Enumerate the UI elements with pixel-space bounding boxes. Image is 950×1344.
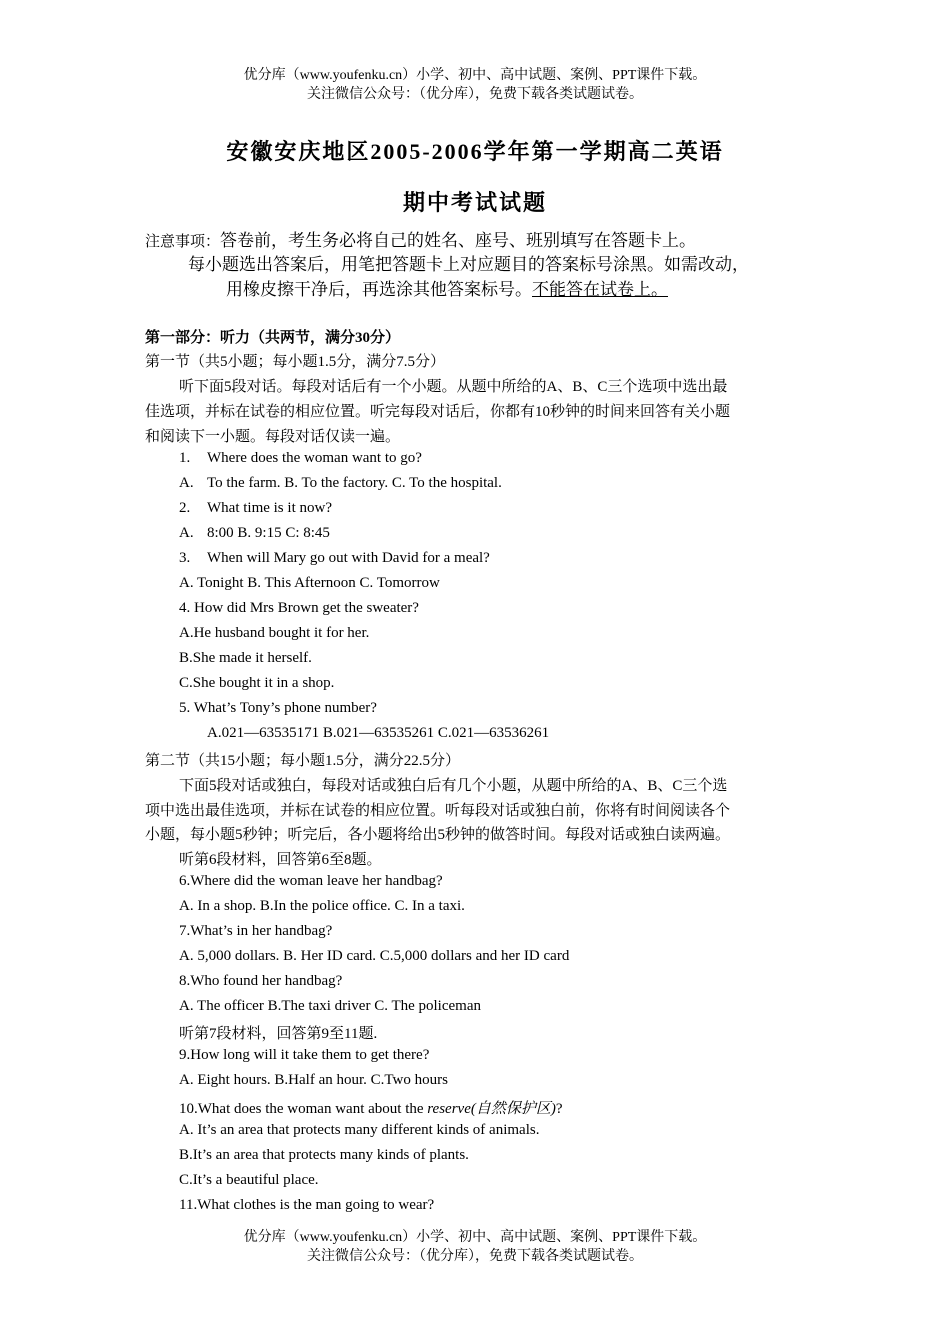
answer-1 — [179, 475, 502, 492]
answer-8: A. The officer B.The taxi driver C. The policeman — [179, 998, 481, 1014]
question-8: 8.Who found her handbag? — [179, 973, 343, 989]
question-9: 9.How long will it take them to get there? — [179, 1047, 430, 1063]
exam-title: 安徽安庆地区2005-2006学年第一学期高二英语 — [226, 139, 724, 164]
answer-10c: C.It’s a beautiful place. — [179, 1172, 319, 1188]
notice-text-1: 答卷前，考生务必将自己的姓名、座号、班别填写在答题卡上。 — [220, 231, 697, 250]
answer-10a: A. It’s an area that protects many different kinds of animals. — [179, 1122, 540, 1138]
notice-line-2: 每小题选出答案后，用笔把答题卡上对应题目的答案标号涂黑。如需改动， — [188, 255, 749, 274]
footer-line-2: 关注微信公众号：（优分库），免费下载各类试题试卷。 — [307, 1249, 643, 1264]
header-line-1: 优分库（www.youfenku.cn）小学、初中、高中试题、案例、PPT课件下载。 — [243, 68, 707, 83]
question-2-text: What time is it now? — [207, 500, 332, 516]
section2-heading: 第二节（共15小题；每小题1.5分，满分22.5分） — [145, 753, 461, 769]
footer-line-1: 优分库（www.youfenku.cn）小学、初中、高中试题、案例、PPT课件下载。 — [243, 1230, 707, 1245]
question-10-text: 10.What does the woman want about the — [179, 1101, 428, 1117]
answer-2-letter: A. — [179, 525, 194, 541]
answer-2 — [179, 525, 330, 542]
question-6: 6.Where did the woman leave her handbag? — [179, 873, 443, 889]
notice-line-1 — [145, 226, 696, 251]
answer-9: A. Eight hours. B.Half an hour. C.Two hours — [179, 1072, 448, 1088]
listen-material-7: 听第7段材料，回答第9至11题. — [179, 1026, 378, 1042]
question-3-number: 3. — [179, 550, 191, 566]
answer-2-text: 8:00 B. 9:15 C: 8:45 — [207, 525, 330, 541]
answer-5: A.021—63535171 B.021—63535261 C.021—63536261 — [207, 725, 550, 741]
answer-4c: C.She bought it in a shop. — [179, 675, 335, 691]
question-11: 11.What clothes is the man going to wear? — [179, 1197, 435, 1213]
question-7: 7.What’s in her handbag? — [179, 923, 333, 939]
section2-instruction-1: 下面5段对话或独白，每段对话或独白后有几个小题，从题中所给的A、B、C三个选 — [179, 778, 728, 794]
section1-heading: 第一节（共5小题；每小题1.5分，满分7.5分） — [145, 354, 446, 370]
question-4: 4. How did Mrs Brown get the sweater? — [179, 600, 419, 616]
answer-4a: A.He husband bought it for her. — [179, 625, 370, 641]
question-5: 5. What’s Tony’s phone number? — [179, 700, 377, 716]
section2-instruction-3: 小题，每小题5秒钟；听完后，各小题将给出5秒钟的做答时间。每段对话或独白读两遍。 — [145, 827, 731, 843]
question-1 — [179, 450, 422, 467]
answer-3: A. Tonight B. This Afternoon C. Tomorrow — [179, 575, 440, 591]
question-10 — [179, 1097, 563, 1118]
answer-1-text: To the farm. B. To the factory. C. To the hospital. — [207, 475, 502, 491]
answer-10b: B.It’s an area that protects many kinds of plants. — [179, 1147, 469, 1163]
question-2-number: 2. — [179, 500, 191, 516]
notice-text-3: 用橡皮擦干净后，再选涂其他答案标号。 — [226, 280, 532, 299]
question-2 — [179, 500, 332, 517]
question-10-italic: reserve(自然保护区) — [427, 1101, 556, 1117]
exam-subtitle: 期中考试试题 — [402, 190, 547, 215]
answer-6: A. In a shop. B.In the police office. C. In a taxi. — [179, 898, 465, 914]
section1-instruction-1: 听下面5段对话。每段对话后有一个小题。从题中所给的A、B、C三个选项中选出最 — [179, 379, 728, 395]
notice-line-3 — [226, 275, 677, 300]
header-line-2: 关注微信公众号：（优分库），免费下载各类试题试卷。 — [307, 87, 643, 102]
notice-label: 注意事项： — [145, 234, 221, 250]
notice-underlined: 不能答在试卷上。 — [532, 280, 668, 299]
question-10-end: ? — [555, 1101, 563, 1117]
listen-material-6: 听第6段材料，回答第6至8题。 — [179, 852, 382, 868]
section1-instruction-3: 和阅读下一小题。每段对话仅读一遍。 — [145, 429, 401, 445]
answer-1-letter: A. — [179, 475, 194, 491]
question-3 — [179, 550, 490, 567]
section2-instruction-2: 项中选出最佳选项，并标在试卷的相应位置。听每段对话或独白前，你将有时间阅读各个 — [145, 803, 731, 819]
answer-7: A. 5,000 dollars. B. Her ID card. C.5,000 dollars and her ID card — [179, 948, 570, 964]
question-1-number: 1. — [179, 450, 191, 466]
section1-instruction-2: 佳选项，并标在试卷的相应位置。听完每段对话后，你都有10秒钟的时间来回答有关小题 — [145, 404, 731, 420]
question-3-text: When will Mary go out with David for a meal? — [207, 550, 490, 566]
part1-heading: 第一部分：听力（共两节，满分30分） — [145, 330, 401, 346]
answer-4b: B.She made it herself. — [179, 650, 312, 666]
question-1-text: Where does the woman want to go? — [207, 450, 422, 466]
